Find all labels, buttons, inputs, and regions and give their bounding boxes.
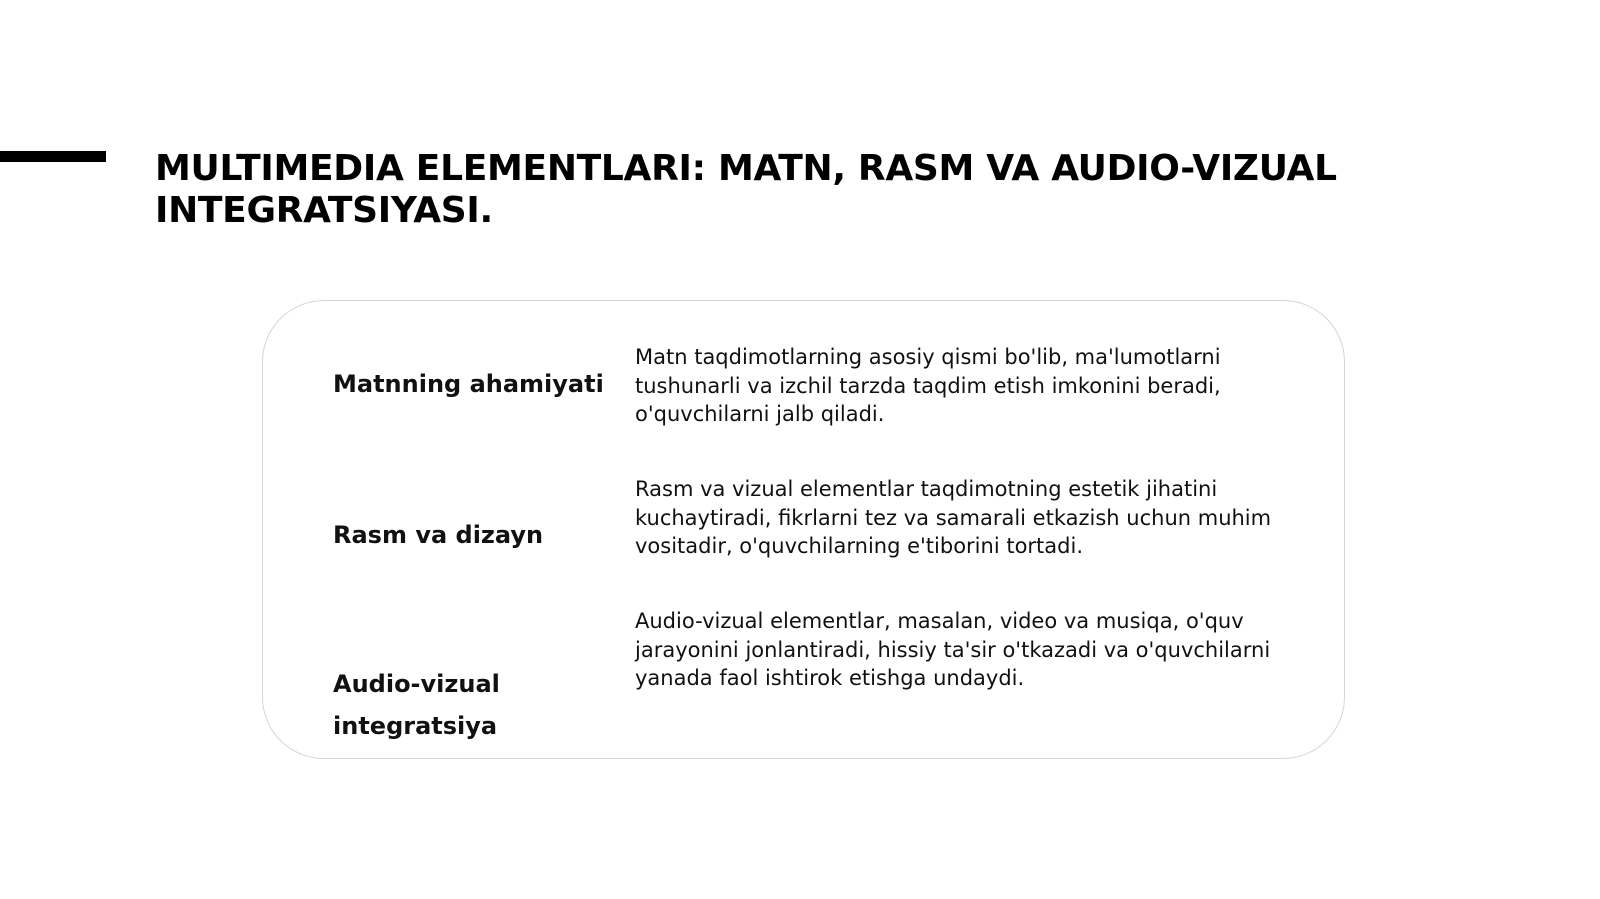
title-accent-bar — [0, 151, 106, 162]
content-card — [262, 300, 1345, 759]
item-description: Rasm va vizual elementlar taqdimotning estetik jihatini kuchaytiradi, fikrlarni tez va samarali etkazish uchun muhim vositadir, o'quvchilarning e'tiborini tortadi. — [635, 477, 1272, 558]
item-description: Audio-vizual elementlar, masalan, video va musiqa, o'quv jarayonini jonlantiradi, hissiy ta'sir o'tkazadi va o'quvchilarni yanada faol ishtirok etishga undaydi. — [635, 609, 1271, 690]
item-label: Matnning ahamiyati — [333, 370, 604, 398]
slide-title: MULTIMEDIA ELEMENTLARI: MATN, RASM VA AUDIO-VIZUAL INTEGRATSIYASI. — [155, 148, 1337, 231]
item-label: Audio-vizual integratsiya — [333, 670, 500, 740]
item-description: Matn taqdimotlarning asosiy qismi bo'lib, ma'lumotlarni tushunarli va izchil tarzda taqdim etish imkonini beradi, o'quvchilarni jalb qiladi. — [635, 345, 1221, 426]
item-label: Rasm va dizayn — [333, 521, 544, 549]
